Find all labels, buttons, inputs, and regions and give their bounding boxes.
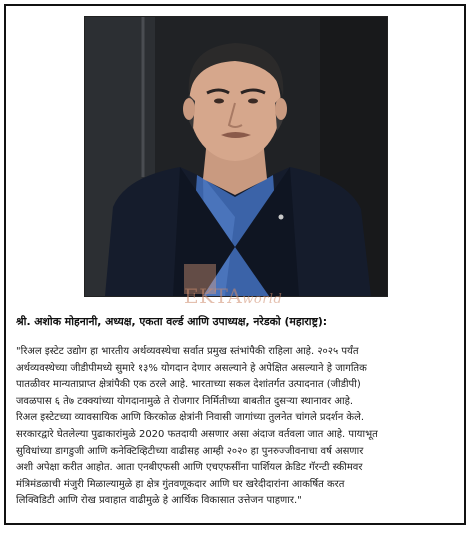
article-line: रिअल इस्टेटच्या व्यावसायिक आणि किरकोळ क्षेत्रांनी निवासी जागांच्या तुलनेत चांगले प्रदर्शन केले. (16, 412, 365, 424)
article-line: जवळपास ६ ते७ टक्क्यांच्या योगदानामुळे ते रोजगार निर्मितीच्या बाबतीत दुसऱ्या स्थानावर आहे. (16, 395, 354, 407)
article-line: अशी अपेक्षा करीत आहोत. आता एनबीएफसी आणि एचएफसींना पार्शियल क्रेडिट गॅरन्टी स्कीमवर (16, 462, 363, 474)
article-line: "रिअल इस्टेट उद्योग हा भारतीय अर्थव्यवस्थेचा सर्वात प्रमुख स्तंभांपैकी राहिला आहे. २०२५ पर्यंत (16, 346, 359, 357)
speaker-caption: श्री. अशोक मोहनानी, अध्यक्ष, एकता वर्ल्ड आणि उपाध्यक्ष, नरेडको (महाराष्ट्र): (16, 315, 328, 328)
portrait-photo (84, 16, 388, 297)
article-quote (16, 344, 456, 510)
article-line: सरकारद्वारे घेतलेल्या पुढाकारांमुळे 2020 फतदायी असणार असा अंदाज वर्तवला जात आहे. पायाभूत (16, 428, 378, 440)
article-line: पातळीवर मान्यताप्राप्त क्षेत्रांपैकी एक ठरले आहे. भारताच्या सकल देशांतर्गत उत्पादनात (जीडीपी) (16, 379, 361, 391)
article-line: अर्थव्यवस्थेच्या जीडीपीमध्ये सुमारे १३% योगदान देणार असल्याने हे अपेक्षित असल्याने हे जागतिक (16, 362, 367, 374)
watermark-brand-small: world (242, 292, 283, 307)
watermark-brand-caps: EKTA (184, 284, 243, 308)
article-line: सुविधांच्या डागडुजी आणि कनेक्टिव्हिटीच्या वाढीसह आम्ही २०२० हा पुनरुज्जीवनाचा वर्ष असणार (16, 445, 364, 457)
article-line: लिक्विडिटी आणि रोख प्रवाहात वाढीमुळे हे आर्थिक विकासात उत्तेजन पाहणार." (16, 495, 302, 507)
article-line: मंत्रिमंडळाची मंजुरी मिळाल्यामुळे हा क्षेत्र गुंतवणूकदार आणि घर खरेदीदारांना आकर्षित करत (16, 478, 345, 490)
article-card (4, 4, 466, 525)
